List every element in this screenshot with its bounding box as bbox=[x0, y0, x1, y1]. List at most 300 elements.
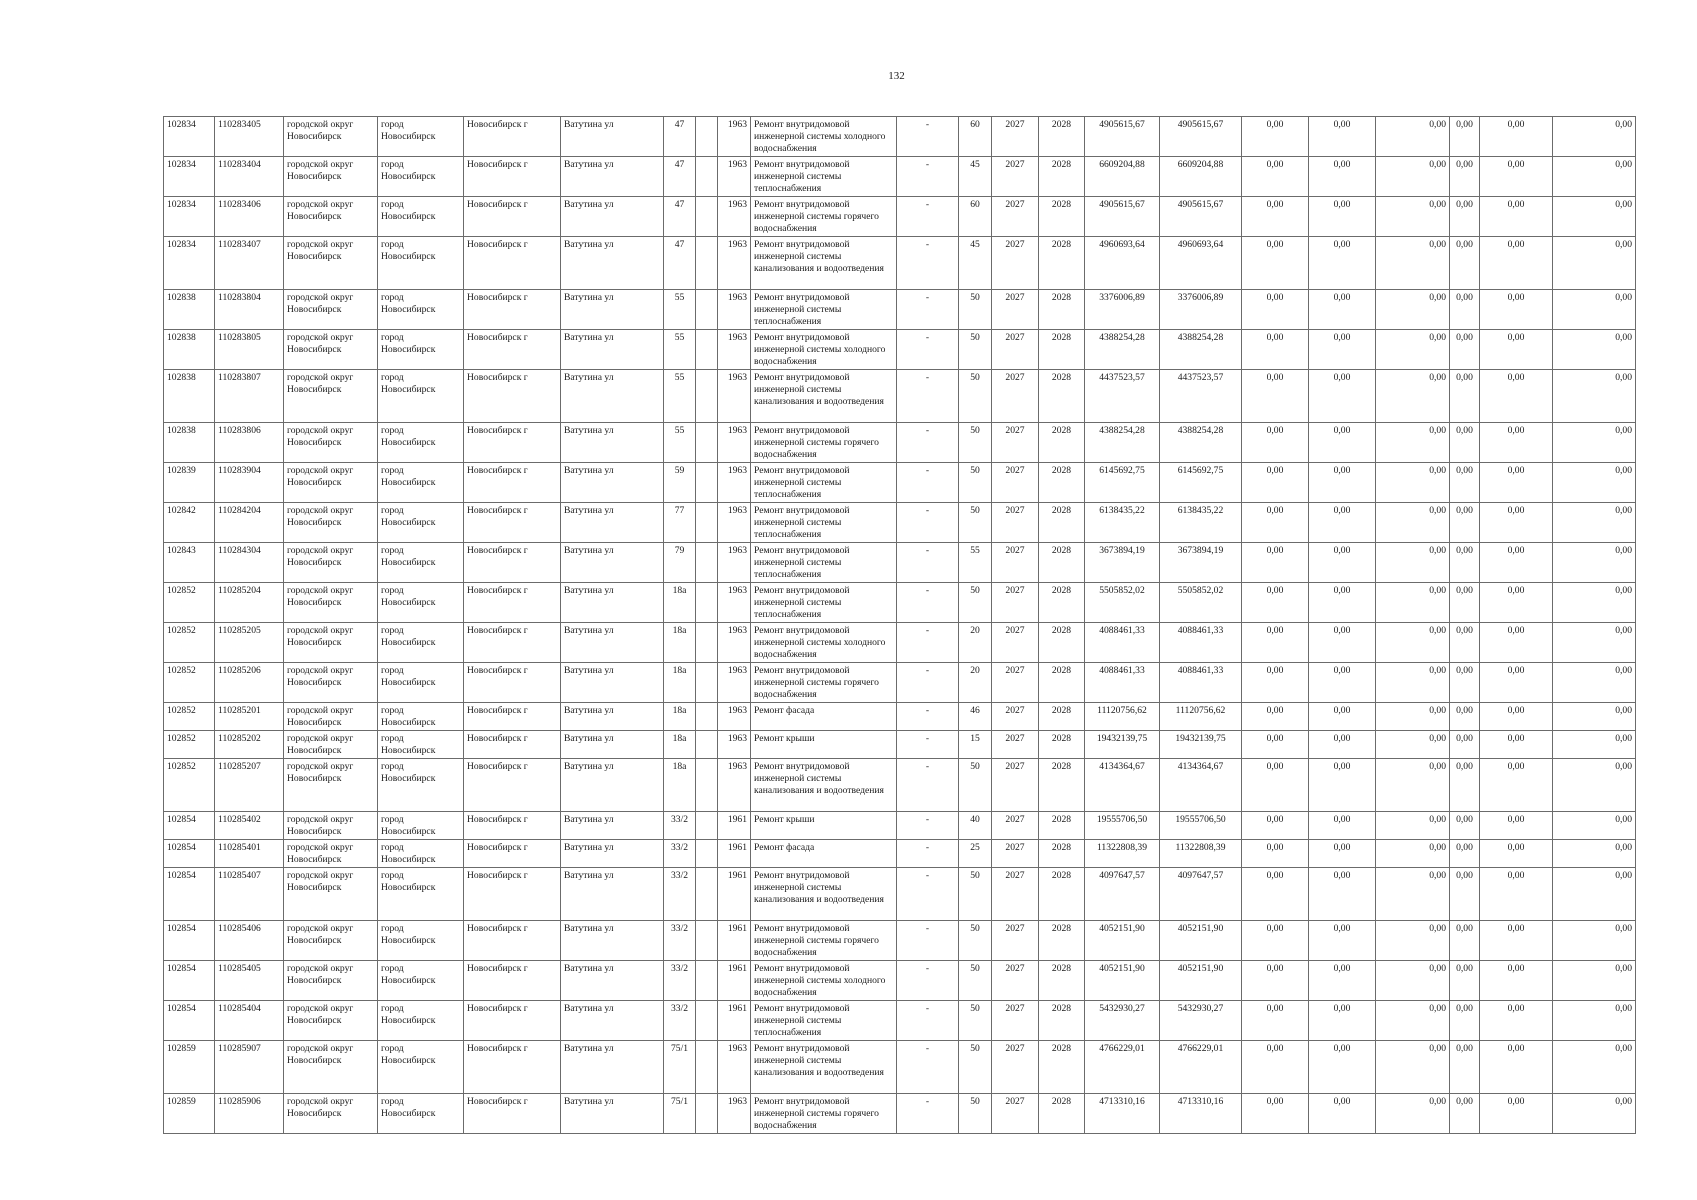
cell-start-year: 2027 bbox=[992, 330, 1039, 370]
cell-start-year: 2027 bbox=[992, 1041, 1039, 1094]
cell-street: Ватутина ул bbox=[561, 117, 664, 157]
cell-building-id: 102838 bbox=[164, 330, 215, 370]
cell-cost-extra: 0,00 bbox=[1553, 731, 1636, 759]
cell-end-year: 2028 bbox=[1039, 157, 1085, 197]
cell-settlement: город Новосибирск bbox=[378, 868, 464, 921]
cell-cost-regional: 0,00 bbox=[1309, 423, 1376, 463]
table-row bbox=[164, 423, 1636, 463]
cell-end-year: 2028 bbox=[1039, 868, 1085, 921]
cell-cost-regional: 0,00 bbox=[1309, 1041, 1376, 1094]
cell-wear-percent: 40 bbox=[959, 812, 992, 840]
cell-year-built: 1963 bbox=[718, 463, 751, 503]
table-row bbox=[164, 868, 1636, 921]
cell-building-letter bbox=[696, 759, 718, 812]
cell-settlement: город Новосибирск bbox=[378, 237, 464, 290]
cell-year-built: 1963 bbox=[718, 370, 751, 423]
table-row bbox=[164, 330, 1636, 370]
cell-building-id: 102852 bbox=[164, 731, 215, 759]
cell-settlement: город Новосибирск bbox=[378, 290, 464, 330]
cell-end-year: 2028 bbox=[1039, 543, 1085, 583]
cell-year-built: 1963 bbox=[718, 663, 751, 703]
cell-cost-federal: 0,00 bbox=[1242, 117, 1309, 157]
cell-cost-owners: 0,00 bbox=[1450, 330, 1480, 370]
cell-end-year: 2028 bbox=[1039, 731, 1085, 759]
cell-cost-local: 0,00 bbox=[1376, 197, 1450, 237]
cell-work-type: Ремонт внутридомовой инженерной системы горячего водоснабжения bbox=[751, 921, 897, 961]
cell-work-id: 110285907 bbox=[215, 1041, 284, 1094]
cell-cost-other: 0,00 bbox=[1480, 731, 1553, 759]
cell-locality: Новосибирск г bbox=[464, 1094, 561, 1134]
cell-cost-other: 0,00 bbox=[1480, 868, 1553, 921]
cell-house-number: 33/2 bbox=[664, 868, 696, 921]
cell-cost-other: 0,00 bbox=[1480, 543, 1553, 583]
cell-cost-other: 0,00 bbox=[1480, 812, 1553, 840]
cell-cost-regional: 0,00 bbox=[1309, 290, 1376, 330]
cell-settlement: город Новосибирск bbox=[378, 759, 464, 812]
cell-locality: Новосибирск г bbox=[464, 543, 561, 583]
cell-cost-other: 0,00 bbox=[1480, 197, 1553, 237]
cell-street: Ватутина ул bbox=[561, 921, 664, 961]
cell-wear-percent: 50 bbox=[959, 1094, 992, 1134]
cell-cost-extra: 0,00 bbox=[1553, 423, 1636, 463]
cell-marker: - bbox=[897, 921, 959, 961]
cell-cost-regional: 0,00 bbox=[1309, 117, 1376, 157]
cell-cost-extra: 0,00 bbox=[1553, 370, 1636, 423]
cell-cost-extra: 0,00 bbox=[1553, 1001, 1636, 1041]
cell-cost-other: 0,00 bbox=[1480, 623, 1553, 663]
cell-municipal-district: городской округ Новосибирск bbox=[284, 157, 378, 197]
table-row bbox=[164, 543, 1636, 583]
cell-cost-owners: 0,00 bbox=[1450, 703, 1480, 731]
cell-cost-owners: 0,00 bbox=[1450, 290, 1480, 330]
cell-street: Ватутина ул bbox=[561, 237, 664, 290]
cell-cost-federal: 0,00 bbox=[1242, 840, 1309, 868]
cell-year-built: 1961 bbox=[718, 961, 751, 1001]
cell-cost-other: 0,00 bbox=[1480, 583, 1553, 623]
cell-settlement: город Новосибирск bbox=[378, 623, 464, 663]
cell-cost-other: 0,00 bbox=[1480, 1041, 1553, 1094]
cell-cost-local: 0,00 bbox=[1376, 921, 1450, 961]
table-row bbox=[164, 503, 1636, 543]
cell-building-letter bbox=[696, 921, 718, 961]
cell-cost-other: 0,00 bbox=[1480, 330, 1553, 370]
cell-settlement: город Новосибирск bbox=[378, 731, 464, 759]
cell-street: Ватутина ул bbox=[561, 759, 664, 812]
cell-locality: Новосибирск г bbox=[464, 157, 561, 197]
cell-cost-total: 11120756,62 bbox=[1085, 703, 1160, 731]
cell-cost-local: 0,00 bbox=[1376, 543, 1450, 583]
cell-work-id: 110283404 bbox=[215, 157, 284, 197]
cell-cost-federal: 0,00 bbox=[1242, 423, 1309, 463]
cell-building-letter bbox=[696, 961, 718, 1001]
cell-street: Ватутина ул bbox=[561, 1041, 664, 1094]
cell-cost-owners: 0,00 bbox=[1450, 663, 1480, 703]
cell-year-built: 1963 bbox=[718, 583, 751, 623]
cell-cost-fund: 3376006,89 bbox=[1160, 290, 1242, 330]
cell-cost-owners: 0,00 bbox=[1450, 759, 1480, 812]
cell-start-year: 2027 bbox=[992, 290, 1039, 330]
cell-cost-owners: 0,00 bbox=[1450, 1094, 1480, 1134]
cell-work-id: 110285205 bbox=[215, 623, 284, 663]
cell-building-letter bbox=[696, 503, 718, 543]
cell-cost-local: 0,00 bbox=[1376, 290, 1450, 330]
cell-municipal-district: городской округ Новосибирск bbox=[284, 663, 378, 703]
cell-cost-extra: 0,00 bbox=[1553, 503, 1636, 543]
cell-wear-percent: 20 bbox=[959, 663, 992, 703]
cell-work-id: 110285407 bbox=[215, 868, 284, 921]
cell-cost-local: 0,00 bbox=[1376, 868, 1450, 921]
cell-start-year: 2027 bbox=[992, 703, 1039, 731]
cell-cost-owners: 0,00 bbox=[1450, 117, 1480, 157]
cell-street: Ватутина ул bbox=[561, 197, 664, 237]
cell-year-built: 1963 bbox=[718, 1041, 751, 1094]
cell-start-year: 2027 bbox=[992, 623, 1039, 663]
cell-cost-total: 19555706,50 bbox=[1085, 812, 1160, 840]
cell-house-number: 33/2 bbox=[664, 812, 696, 840]
cell-settlement: город Новосибирск bbox=[378, 663, 464, 703]
cell-work-type: Ремонт внутридомовой инженерной системы теплоснабжения bbox=[751, 503, 897, 543]
cell-settlement: город Новосибирск bbox=[378, 423, 464, 463]
cell-year-built: 1963 bbox=[718, 1094, 751, 1134]
cell-locality: Новосибирск г bbox=[464, 703, 561, 731]
cell-marker: - bbox=[897, 237, 959, 290]
cell-work-type: Ремонт внутридомовой инженерной системы канализования и водоотведения bbox=[751, 868, 897, 921]
cell-locality: Новосибирск г bbox=[464, 237, 561, 290]
cell-house-number: 33/2 bbox=[664, 961, 696, 1001]
cell-house-number: 79 bbox=[664, 543, 696, 583]
cell-cost-total: 4905615,67 bbox=[1085, 117, 1160, 157]
cell-cost-fund: 4905615,67 bbox=[1160, 197, 1242, 237]
cell-cost-fund: 4097647,57 bbox=[1160, 868, 1242, 921]
cell-cost-local: 0,00 bbox=[1376, 1041, 1450, 1094]
cell-cost-local: 0,00 bbox=[1376, 1001, 1450, 1041]
cell-building-letter bbox=[696, 370, 718, 423]
cell-work-type: Ремонт внутридомовой инженерной системы холодного водоснабжения bbox=[751, 623, 897, 663]
cell-wear-percent: 25 bbox=[959, 840, 992, 868]
cell-building-id: 102852 bbox=[164, 583, 215, 623]
cell-house-number: 55 bbox=[664, 423, 696, 463]
cell-building-letter bbox=[696, 1041, 718, 1094]
cell-cost-regional: 0,00 bbox=[1309, 463, 1376, 503]
cell-settlement: город Новосибирск bbox=[378, 1094, 464, 1134]
cell-cost-other: 0,00 bbox=[1480, 840, 1553, 868]
cell-cost-federal: 0,00 bbox=[1242, 543, 1309, 583]
cell-street: Ватутина ул bbox=[561, 731, 664, 759]
cell-marker: - bbox=[897, 330, 959, 370]
cell-cost-other: 0,00 bbox=[1480, 921, 1553, 961]
cell-wear-percent: 50 bbox=[959, 1041, 992, 1094]
cell-locality: Новосибирск г bbox=[464, 840, 561, 868]
cell-building-id: 102834 bbox=[164, 237, 215, 290]
cell-cost-other: 0,00 bbox=[1480, 423, 1553, 463]
cell-house-number: 75/1 bbox=[664, 1041, 696, 1094]
cell-work-type: Ремонт внутридомовой инженерной системы теплоснабжения bbox=[751, 583, 897, 623]
cell-wear-percent: 60 bbox=[959, 197, 992, 237]
cell-start-year: 2027 bbox=[992, 423, 1039, 463]
cell-settlement: город Новосибирск bbox=[378, 812, 464, 840]
cell-cost-federal: 0,00 bbox=[1242, 237, 1309, 290]
cell-cost-fund: 4088461,33 bbox=[1160, 623, 1242, 663]
cell-locality: Новосибирск г bbox=[464, 1001, 561, 1041]
cell-building-letter bbox=[696, 663, 718, 703]
cell-house-number: 18а bbox=[664, 623, 696, 663]
cell-cost-owners: 0,00 bbox=[1450, 840, 1480, 868]
cell-cost-other: 0,00 bbox=[1480, 1001, 1553, 1041]
cell-settlement: город Новосибирск bbox=[378, 503, 464, 543]
cell-work-type: Ремонт внутридомовой инженерной системы канализования и водоотведения bbox=[751, 370, 897, 423]
cell-building-letter bbox=[696, 423, 718, 463]
table-row bbox=[164, 759, 1636, 812]
cell-cost-other: 0,00 bbox=[1480, 237, 1553, 290]
cell-work-id: 110283804 bbox=[215, 290, 284, 330]
cell-marker: - bbox=[897, 868, 959, 921]
cell-work-type: Ремонт внутридомовой инженерной системы теплоснабжения bbox=[751, 543, 897, 583]
cell-building-id: 102852 bbox=[164, 623, 215, 663]
cell-cost-fund: 4388254,28 bbox=[1160, 330, 1242, 370]
cell-cost-other: 0,00 bbox=[1480, 117, 1553, 157]
cell-street: Ватутина ул bbox=[561, 663, 664, 703]
cell-building-id: 102839 bbox=[164, 463, 215, 503]
cell-work-type: Ремонт крыши bbox=[751, 812, 897, 840]
cell-wear-percent: 45 bbox=[959, 157, 992, 197]
cell-cost-owners: 0,00 bbox=[1450, 423, 1480, 463]
cell-building-id: 102859 bbox=[164, 1094, 215, 1134]
cell-settlement: город Новосибирск bbox=[378, 703, 464, 731]
table-row bbox=[164, 370, 1636, 423]
cell-year-built: 1963 bbox=[718, 623, 751, 663]
table-row bbox=[164, 157, 1636, 197]
cell-work-type: Ремонт внутридомовой инженерной системы горячего водоснабжения bbox=[751, 423, 897, 463]
cell-cost-owners: 0,00 bbox=[1450, 921, 1480, 961]
cell-cost-total: 4905615,67 bbox=[1085, 197, 1160, 237]
cell-work-id: 110285206 bbox=[215, 663, 284, 703]
cell-cost-extra: 0,00 bbox=[1553, 583, 1636, 623]
cell-municipal-district: городской округ Новосибирск bbox=[284, 703, 378, 731]
cell-wear-percent: 50 bbox=[959, 503, 992, 543]
cell-cost-regional: 0,00 bbox=[1309, 812, 1376, 840]
cell-wear-percent: 50 bbox=[959, 423, 992, 463]
cell-year-built: 1961 bbox=[718, 812, 751, 840]
cell-house-number: 18а bbox=[664, 703, 696, 731]
cell-year-built: 1963 bbox=[718, 237, 751, 290]
cell-cost-regional: 0,00 bbox=[1309, 197, 1376, 237]
cell-cost-extra: 0,00 bbox=[1553, 1041, 1636, 1094]
cell-cost-owners: 0,00 bbox=[1450, 583, 1480, 623]
cell-cost-total: 4960693,64 bbox=[1085, 237, 1160, 290]
cell-cost-extra: 0,00 bbox=[1553, 663, 1636, 703]
cell-locality: Новосибирск г bbox=[464, 197, 561, 237]
cell-work-id: 110283406 bbox=[215, 197, 284, 237]
cell-cost-federal: 0,00 bbox=[1242, 330, 1309, 370]
cell-start-year: 2027 bbox=[992, 961, 1039, 1001]
cell-municipal-district: городской округ Новосибирск bbox=[284, 759, 378, 812]
cell-end-year: 2028 bbox=[1039, 370, 1085, 423]
cell-wear-percent: 50 bbox=[959, 759, 992, 812]
cell-end-year: 2028 bbox=[1039, 503, 1085, 543]
cell-cost-fund: 6138435,22 bbox=[1160, 503, 1242, 543]
cell-locality: Новосибирск г bbox=[464, 812, 561, 840]
cell-marker: - bbox=[897, 370, 959, 423]
cell-cost-owners: 0,00 bbox=[1450, 812, 1480, 840]
cell-cost-regional: 0,00 bbox=[1309, 921, 1376, 961]
cell-cost-local: 0,00 bbox=[1376, 623, 1450, 663]
cell-locality: Новосибирск г bbox=[464, 503, 561, 543]
cell-wear-percent: 55 bbox=[959, 543, 992, 583]
cell-cost-fund: 4052151,90 bbox=[1160, 961, 1242, 1001]
cell-cost-total: 6609204,88 bbox=[1085, 157, 1160, 197]
cell-end-year: 2028 bbox=[1039, 759, 1085, 812]
table-row bbox=[164, 1041, 1636, 1094]
cell-building-letter bbox=[696, 117, 718, 157]
cell-locality: Новосибирск г bbox=[464, 663, 561, 703]
cell-cost-extra: 0,00 bbox=[1553, 157, 1636, 197]
cell-work-type: Ремонт внутридомовой инженерной системы холодного водоснабжения bbox=[751, 961, 897, 1001]
cell-marker: - bbox=[897, 117, 959, 157]
cell-building-letter bbox=[696, 157, 718, 197]
table-row bbox=[164, 812, 1636, 840]
cell-marker: - bbox=[897, 812, 959, 840]
cell-cost-owners: 0,00 bbox=[1450, 731, 1480, 759]
cell-building-id: 102854 bbox=[164, 1001, 215, 1041]
cell-house-number: 33/2 bbox=[664, 921, 696, 961]
cell-building-letter bbox=[696, 1001, 718, 1041]
cell-building-letter bbox=[696, 840, 718, 868]
cell-cost-owners: 0,00 bbox=[1450, 961, 1480, 1001]
cell-house-number: 33/2 bbox=[664, 840, 696, 868]
cell-settlement: город Новосибирск bbox=[378, 961, 464, 1001]
cell-settlement: город Новосибирск bbox=[378, 840, 464, 868]
table-row bbox=[164, 117, 1636, 157]
cell-year-built: 1963 bbox=[718, 290, 751, 330]
cell-settlement: город Новосибирск bbox=[378, 543, 464, 583]
cell-work-type: Ремонт внутридомовой инженерной системы канализования и водоотведения bbox=[751, 759, 897, 812]
cell-cost-fund: 6145692,75 bbox=[1160, 463, 1242, 503]
cell-cost-regional: 0,00 bbox=[1309, 1001, 1376, 1041]
cell-municipal-district: городской округ Новосибирск bbox=[284, 961, 378, 1001]
cell-municipal-district: городской округ Новосибирск bbox=[284, 1094, 378, 1134]
cell-municipal-district: городской округ Новосибирск bbox=[284, 330, 378, 370]
cell-municipal-district: городской округ Новосибирск bbox=[284, 812, 378, 840]
cell-marker: - bbox=[897, 1001, 959, 1041]
cell-building-id: 102834 bbox=[164, 117, 215, 157]
cell-cost-other: 0,00 bbox=[1480, 503, 1553, 543]
cell-end-year: 2028 bbox=[1039, 663, 1085, 703]
cell-settlement: город Новосибирск bbox=[378, 1041, 464, 1094]
cell-end-year: 2028 bbox=[1039, 623, 1085, 663]
cell-start-year: 2027 bbox=[992, 840, 1039, 868]
cell-work-type: Ремонт внутридомовой инженерной системы горячего водоснабжения bbox=[751, 1094, 897, 1134]
cell-building-id: 102854 bbox=[164, 961, 215, 1001]
cell-cost-other: 0,00 bbox=[1480, 759, 1553, 812]
cell-work-type: Ремонт фасада bbox=[751, 703, 897, 731]
cell-municipal-district: городской округ Новосибирск bbox=[284, 840, 378, 868]
cell-locality: Новосибирск г bbox=[464, 868, 561, 921]
cell-work-id: 110283807 bbox=[215, 370, 284, 423]
cell-start-year: 2027 bbox=[992, 1001, 1039, 1041]
cell-cost-regional: 0,00 bbox=[1309, 330, 1376, 370]
table-row bbox=[164, 623, 1636, 663]
cell-cost-total: 4088461,33 bbox=[1085, 663, 1160, 703]
cell-marker: - bbox=[897, 1094, 959, 1134]
cell-year-built: 1963 bbox=[718, 759, 751, 812]
cell-wear-percent: 60 bbox=[959, 117, 992, 157]
cell-year-built: 1961 bbox=[718, 868, 751, 921]
cell-cost-fund: 4960693,64 bbox=[1160, 237, 1242, 290]
cell-cost-owners: 0,00 bbox=[1450, 197, 1480, 237]
cell-work-id: 110285204 bbox=[215, 583, 284, 623]
cell-cost-total: 4766229,01 bbox=[1085, 1041, 1160, 1094]
cell-marker: - bbox=[897, 463, 959, 503]
cell-work-type: Ремонт внутридомовой инженерной системы теплоснабжения bbox=[751, 290, 897, 330]
cell-wear-percent: 50 bbox=[959, 1001, 992, 1041]
cell-building-id: 102852 bbox=[164, 759, 215, 812]
cell-cost-total: 4388254,28 bbox=[1085, 330, 1160, 370]
cell-cost-total: 4052151,90 bbox=[1085, 961, 1160, 1001]
cell-cost-federal: 0,00 bbox=[1242, 623, 1309, 663]
cell-cost-federal: 0,00 bbox=[1242, 370, 1309, 423]
cell-cost-regional: 0,00 bbox=[1309, 370, 1376, 423]
cell-year-built: 1963 bbox=[718, 330, 751, 370]
cell-cost-total: 4437523,57 bbox=[1085, 370, 1160, 423]
cell-cost-federal: 0,00 bbox=[1242, 921, 1309, 961]
cell-marker: - bbox=[897, 961, 959, 1001]
cell-start-year: 2027 bbox=[992, 237, 1039, 290]
cell-wear-percent: 50 bbox=[959, 961, 992, 1001]
cell-work-type: Ремонт внутридомовой инженерной системы канализования и водоотведения bbox=[751, 1041, 897, 1094]
cell-street: Ватутина ул bbox=[561, 1001, 664, 1041]
cell-street: Ватутина ул bbox=[561, 330, 664, 370]
cell-end-year: 2028 bbox=[1039, 921, 1085, 961]
cell-settlement: город Новосибирск bbox=[378, 330, 464, 370]
cell-start-year: 2027 bbox=[992, 663, 1039, 703]
cell-municipal-district: городской округ Новосибирск bbox=[284, 117, 378, 157]
cell-municipal-district: городской округ Новосибирск bbox=[284, 1041, 378, 1094]
table-row bbox=[164, 663, 1636, 703]
cell-cost-federal: 0,00 bbox=[1242, 703, 1309, 731]
cell-building-letter bbox=[696, 330, 718, 370]
cell-house-number: 55 bbox=[664, 370, 696, 423]
cell-work-type: Ремонт внутридомовой инженерной системы холодного водоснабжения bbox=[751, 330, 897, 370]
cell-cost-other: 0,00 bbox=[1480, 1094, 1553, 1134]
cell-street: Ватутина ул bbox=[561, 703, 664, 731]
cell-building-id: 102854 bbox=[164, 921, 215, 961]
cell-wear-percent: 50 bbox=[959, 868, 992, 921]
cell-building-letter bbox=[696, 703, 718, 731]
cell-cost-fund: 5505852,02 bbox=[1160, 583, 1242, 623]
cell-cost-regional: 0,00 bbox=[1309, 663, 1376, 703]
cell-end-year: 2028 bbox=[1039, 290, 1085, 330]
cell-street: Ватутина ул bbox=[561, 543, 664, 583]
cell-building-id: 102838 bbox=[164, 290, 215, 330]
cell-marker: - bbox=[897, 1041, 959, 1094]
cell-cost-local: 0,00 bbox=[1376, 759, 1450, 812]
cell-year-built: 1963 bbox=[718, 543, 751, 583]
cell-house-number: 77 bbox=[664, 503, 696, 543]
cell-work-id: 110285202 bbox=[215, 731, 284, 759]
cell-work-id: 110285402 bbox=[215, 812, 284, 840]
cell-wear-percent: 50 bbox=[959, 921, 992, 961]
cell-year-built: 1963 bbox=[718, 117, 751, 157]
cell-locality: Новосибирск г bbox=[464, 370, 561, 423]
cell-cost-federal: 0,00 bbox=[1242, 583, 1309, 623]
cell-cost-total: 4052151,90 bbox=[1085, 921, 1160, 961]
cell-building-id: 102838 bbox=[164, 370, 215, 423]
cell-house-number: 33/2 bbox=[664, 1001, 696, 1041]
cell-wear-percent: 50 bbox=[959, 330, 992, 370]
cell-cost-other: 0,00 bbox=[1480, 663, 1553, 703]
cell-start-year: 2027 bbox=[992, 157, 1039, 197]
cell-wear-percent: 46 bbox=[959, 703, 992, 731]
